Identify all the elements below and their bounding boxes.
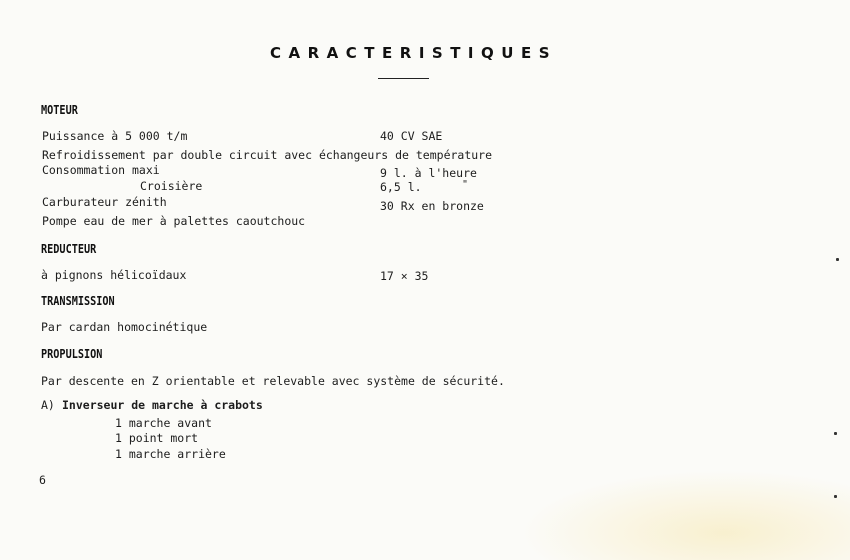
croisiere-value: 6,5 l. [380,180,422,194]
refroidissement-text: Refroidissement par double circuit avec échangeurs de température [42,148,493,162]
consommation-label: Consommation maxi [42,163,160,177]
margin-speck [836,258,839,261]
margin-speck [834,495,837,498]
reducteur-label: à pignons hélicoïdaux [41,268,187,282]
section-heading-reducteur: REDUCTEUR [41,242,97,256]
item-a-prefix: A) [41,398,55,412]
croisiere-label: Croisière [140,179,203,193]
ditto-mark: " [462,179,469,190]
section-heading-transmission: TRANSMISSION [41,294,115,308]
option-marche-arriere: 1 marche arrière [115,447,226,461]
page-number: 6 [39,473,46,487]
item-a-title: Inverseur de marche à crabots [62,398,263,412]
puissance-label: Puissance à 5 000 t/m [42,129,188,143]
paper-stain [520,470,850,560]
margin-speck [834,432,837,435]
option-marche-avant: 1 marche avant [115,416,212,430]
page-title: CARACTERISTIQUES [270,44,557,62]
section-heading-moteur: MOTEUR [41,103,78,117]
section-heading-propulsion: PROPULSION [41,347,103,361]
title-underline [378,78,429,79]
reducteur-value: 17 × 35 [380,269,429,283]
consommation-value: 9 l. à l'heure [380,166,477,180]
puissance-value: 40 CV SAE [380,129,443,143]
carburateur-label: Carburateur zénith [42,195,167,209]
option-point-mort: 1 point mort [115,431,199,445]
transmission-text: Par cardan homocinétique [41,320,208,334]
propulsion-text: Par descente en Z orientable et relevable avec système de sécurité. [41,374,505,388]
carburateur-value: 30 Rx en bronze [380,199,484,213]
pompe-text: Pompe eau de mer à palettes caoutchouc [42,214,306,228]
